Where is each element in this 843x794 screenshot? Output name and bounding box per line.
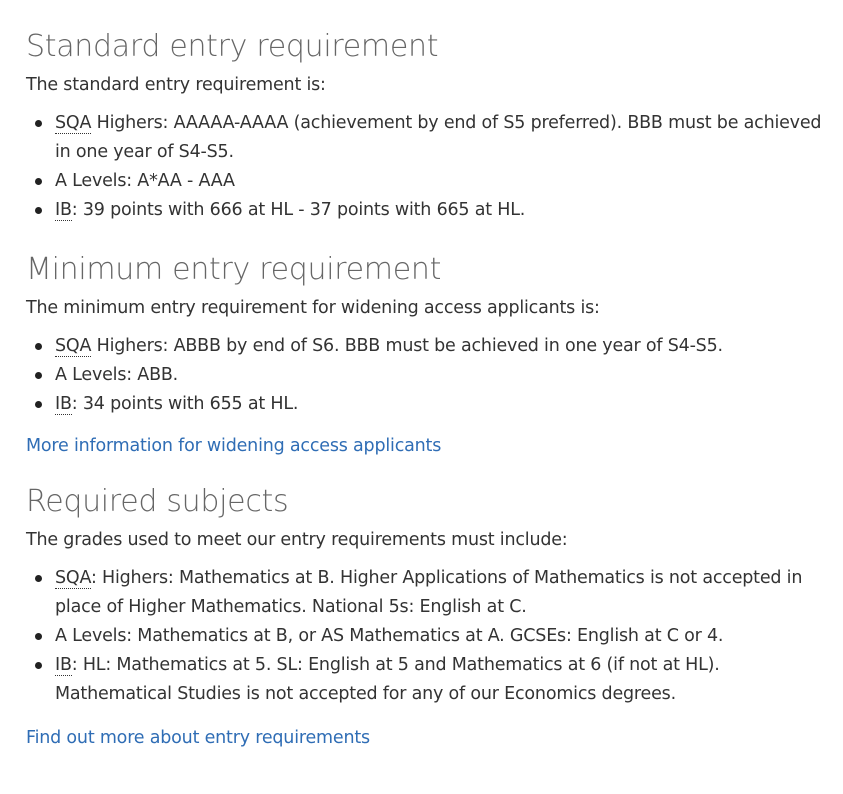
sqa-abbreviation: SQA (55, 336, 92, 356)
widening-access-info-link[interactable]: More information for widening access applicants (26, 436, 442, 456)
minimum-entry-section (26, 251, 823, 459)
list-item-sqa (55, 332, 823, 361)
required-subjects-list (26, 564, 823, 709)
minimum-entry-list (26, 332, 823, 419)
list-item-ib (55, 196, 823, 225)
ib-abbreviation: IB (55, 655, 72, 675)
list-item-text: : Highers: Mathematics at B. Higher Applications of Mathematics is not accepted in place of Higher Mathematics. National 5s: English at C. (55, 568, 803, 617)
list-item-a-levels (55, 622, 823, 651)
list-item-text: : 34 points with 655 at HL. (71, 394, 299, 414)
minimum-entry-intro: The minimum entry requirement for widening access applicants is: (26, 298, 600, 318)
standard-entry-section (26, 28, 823, 225)
list-item-text: Highers: AAAAA-AAAA (achievement by end of S5 preferred). BBB must be achieved in one year of S4-S5. (55, 113, 822, 162)
ib-abbreviation: IB (55, 394, 72, 414)
list-item-text: A Levels: Mathematics at B, or AS Mathematics at A. GCSEs: English at C or 4. (55, 626, 724, 646)
list-item-text: Highers: ABBB by end of S6. BBB must be achieved in one year of S4-S5. (91, 336, 723, 356)
list-item-sqa (55, 564, 823, 622)
list-item-ib (55, 651, 823, 709)
entry-requirements-link[interactable]: Find out more about entry requirements (26, 728, 370, 748)
standard-entry-list (26, 109, 823, 225)
list-item-text: : HL: Mathematics at 5. SL: English at 5 and Mathematics at 6 (if not at HL). Mathematical Studies is not accepted for any of our Economics degrees. (55, 655, 720, 704)
list-item-ib (55, 390, 823, 419)
standard-entry-intro: The standard entry requirement is: (26, 75, 326, 95)
list-item-text: A Levels: ABB. (55, 365, 179, 385)
minimum-entry-heading: Minimum entry requirement (26, 252, 442, 287)
sqa-abbreviation: SQA (55, 113, 92, 133)
list-item-sqa (55, 109, 823, 167)
ib-abbreviation: IB (55, 200, 72, 220)
list-item-text: A Levels: A*AA - AAA (55, 171, 235, 191)
required-subjects-section (26, 483, 823, 751)
sqa-abbreviation: SQA (55, 568, 91, 588)
list-item-a-levels (55, 361, 823, 390)
list-item-text: : 39 points with 666 at HL - 37 points with 665 at HL. (71, 200, 526, 220)
required-subjects-heading: Required subjects (26, 484, 289, 519)
required-subjects-intro: The grades used to meet our entry requirements must include: (26, 530, 568, 550)
standard-entry-heading: Standard entry requirement (26, 29, 439, 64)
list-item-a-levels (55, 167, 823, 196)
